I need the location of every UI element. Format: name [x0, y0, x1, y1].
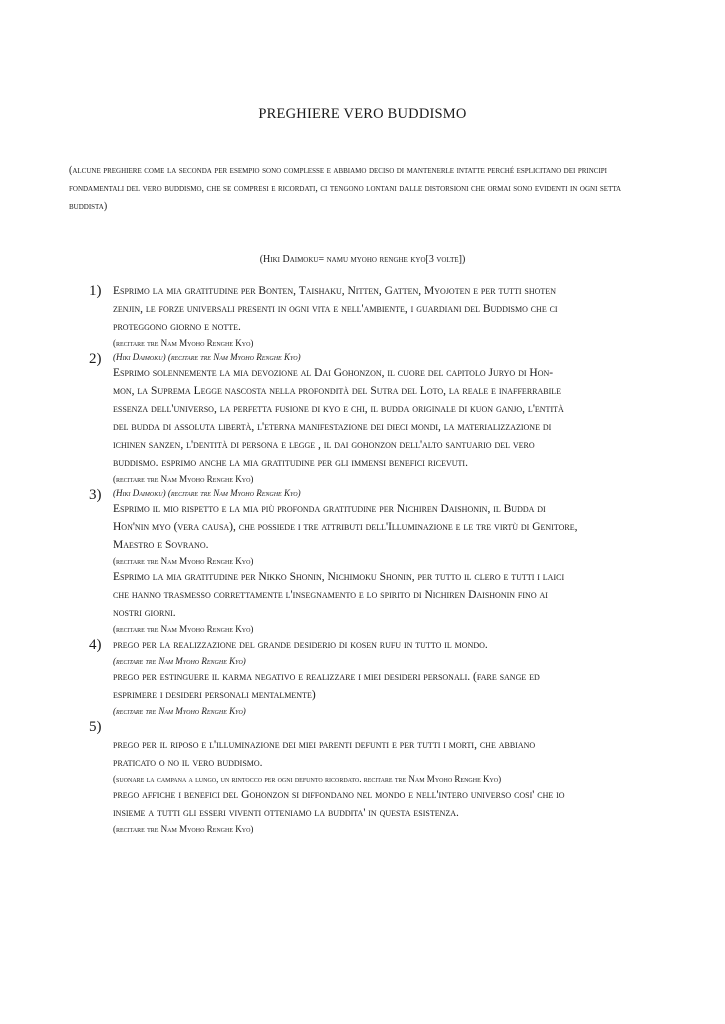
recitation-note: (recitare tre Nam Myoho Renghe Kyo)	[113, 338, 254, 348]
prayer-text-line: Esprimo la mia gratitudine per Bonten, Taishaku, Nitten, Gatten, Myojoten e per tutti shoten	[113, 285, 556, 297]
prayer-text-line: Esprimo il mio rispetto e la mia più profonda gratitudine per Nichiren Daishonin, il Budda di	[113, 503, 546, 515]
prayer-text-line: esprimere i desideri personali mentalmente)	[113, 689, 316, 701]
prayer-item	[89, 486, 673, 636]
recitation-note: (recitare tre Nam Myoho Renghe Kyo)	[113, 824, 254, 834]
recitation-note: (recitare tre Nam Myoho Renghe Kyo)	[113, 556, 254, 566]
prayer-text-line: prego per la realizzazione del grande desiderio di kosen rufu in tutto il mondo.	[113, 639, 488, 651]
prayer-item	[89, 636, 673, 718]
prayer-number: 1)	[89, 283, 102, 299]
prayer-text-line: prego per il riposo e l'illuminazione dei miei parenti defunti e per tutti i morti, che abbiano	[113, 739, 536, 751]
prayer-list	[0, 282, 725, 836]
prayer-text-line: mon, la Suprema Legge nascosta nella profondità del Sutra del Loto, la reale e inafferrabile	[113, 385, 562, 397]
prayer-text-line: prego per estinguere il karma negativo e realizzare i miei desideri personali. (fare sange ed	[113, 671, 540, 683]
recitation-note: (recitare tre Nam Myoho Renghe Kyo)	[113, 474, 254, 484]
prayer-number: 2)	[89, 351, 102, 367]
prayer-text-line: essenza dell'universo, la perfetta fusione di kyo e chi, il budda originale di kuon ganjo, l'entità	[113, 403, 564, 415]
prayer-text-line: Maestro e Sovrano.	[113, 539, 209, 551]
prayer-text-line: prego affiche i benefici del Gohonzon si diffondano nel mondo e nell'intero universo cosi' che io	[113, 789, 565, 801]
prayer-text-line: insieme a tutti gli esseri viventi otteniamo la buddita' in questa esistenza.	[113, 807, 459, 819]
prayer-text-line: Esprimo la mia gratitudine per Nikko Shonin, Nichimoku Shonin, per tutto il clero e tutti i laici	[113, 571, 565, 583]
prayer-text-line: zenjin, le forze universali presenti in ogni vita e nell'ambiente, i guardiani del Buddismo che ci	[113, 303, 558, 315]
prayer-number: 5)	[89, 719, 102, 735]
prayer-text-line: praticato o no il vero buddismo.	[113, 757, 263, 769]
recitation-note: (suonare la campana a lungo, un rintocco per ogni defunto ricordato. recitare tre Nam Myoho Renghe Kyo)	[113, 774, 502, 784]
prayer-number: 4)	[89, 637, 102, 653]
prayer-item	[89, 350, 673, 486]
hiki-daimoku-note: (Hiki Daimoku= namu myoho renghe kyo[3 volte])	[259, 254, 466, 265]
prayer-item	[89, 282, 673, 350]
prayer-text-line	[113, 718, 673, 736]
prayer-text-line: buddismo. esprimo anche la mia gratitudine per gli immensi benefici ricevuti.	[113, 457, 468, 469]
recitation-note: (Hiki Daimoku) (recitare tre Nam Myoho Renghe Kyo)	[113, 488, 301, 498]
prayer-text-line: proteggono giorno e notte.	[113, 321, 241, 333]
prayer-text-line: del budda di assoluta libertà, l'eterna manifestazione dei dieci mondi, la materializzazione di	[113, 421, 552, 433]
prayer-item	[89, 718, 673, 836]
page-title: PREGHIERE VERO BUDDISMO	[258, 106, 467, 122]
recitation-note: (recitare tre Nam Myoho Renghe Kyo)	[113, 624, 254, 634]
prayer-text-line: che hanno trasmesso correttamente l'insegnamento e lo spirito di Nichiren Daishonin fino ai	[113, 589, 548, 601]
intro-paragraph: (alcune preghiere come la seconda per esempio sono complesse e abbiamo deciso di mantenerle intatte perché esplicitano dei principi fondamentali del vero buddismo, che se compresi e ricordati, ci tengono lontani dalle distorsioni che ormai sono evidenti in ogni setta buddista)	[69, 165, 622, 212]
prayer-text-line: Hon'nin myo (vera causa), che possiede i tre attributi dell'Illuminazione e le tre virtù di Genitore,	[113, 521, 578, 533]
prayer-text-line: ichinen sanzen, l'dentità di persona e legge , il dai gohonzon dell'alto santuario del vero	[113, 439, 535, 451]
recitation-note: (recitare tre Nam Myoho Renghe Kyo)	[113, 706, 246, 716]
prayer-text-line: nostri giorni.	[113, 607, 176, 619]
recitation-note: (recitare tre Nam Myoho Renghe Kyo)	[113, 656, 246, 666]
prayer-number: 3)	[89, 487, 102, 503]
recitation-note: (Hiki Daimoku) (recitare tre Nam Myoho Renghe Kyo)	[113, 352, 301, 362]
prayer-text-line: Esprimo solennemente la mia devozione al Dai Gohonzon, il cuore del capitolo Juryo di Hon-	[113, 367, 554, 379]
